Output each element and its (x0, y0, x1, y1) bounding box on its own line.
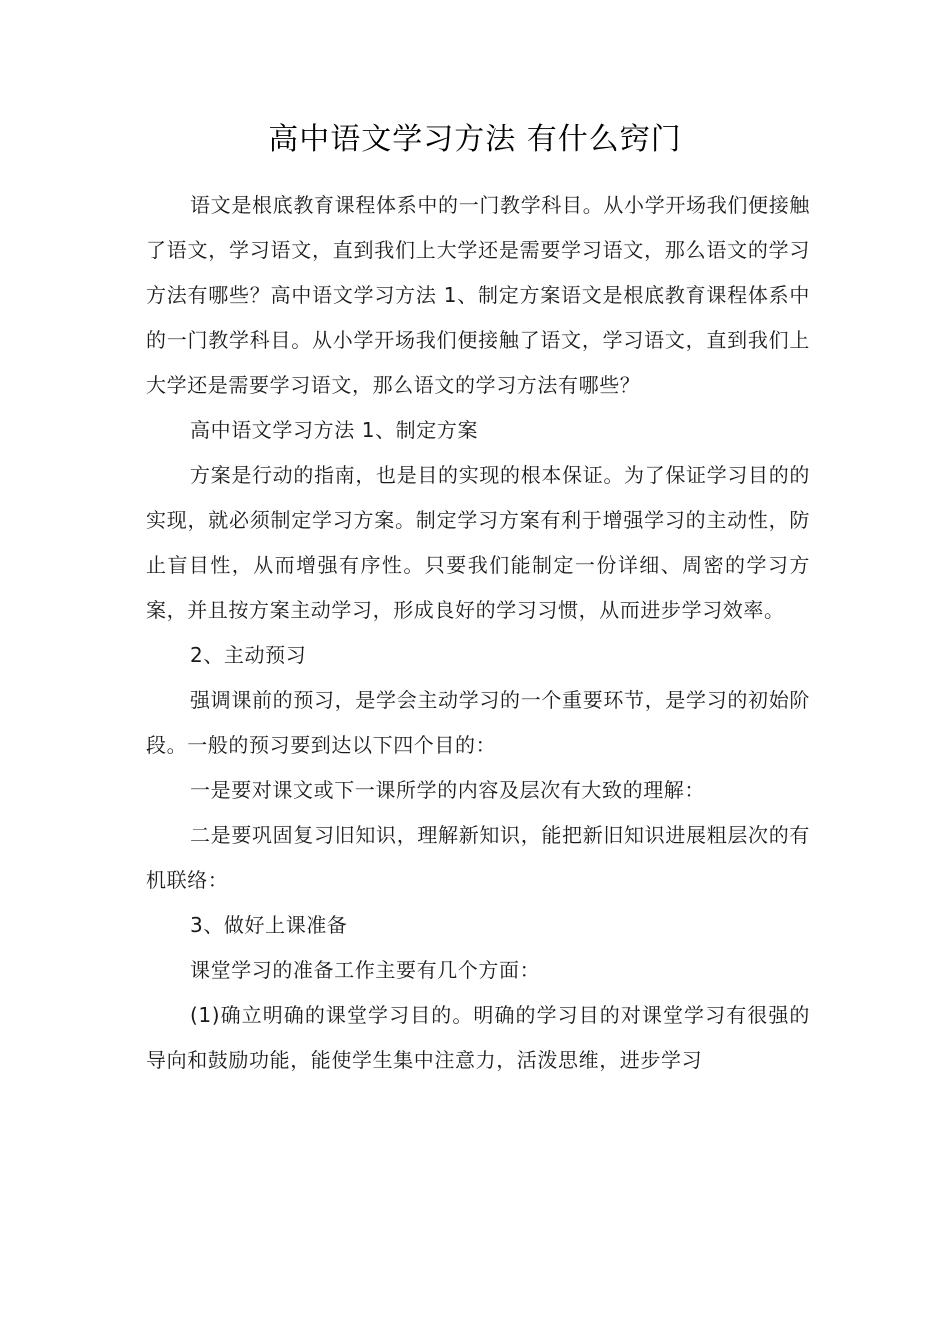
paragraph-plan: 方案是行动的指南，也是目的实现的根本保证。为了保证学习目的的实现，就必须制定学习方案。制定学习方案有利于增强学习的主动性，防止盲目性，从而增强有序性。只要我们能制定一份详细、周密的学习方案，并且按方案主动学习，形成良好的学习习惯，从而进步学习效率。 (146, 463, 810, 622)
paragraph-class-prep: 课堂学习的准备工作主要有几个方面： (190, 958, 541, 982)
paragraph-heading-3: 3、做好上课准备 (190, 913, 348, 937)
paragraph-goal-2: 二是要巩固复习旧知识，理解新知识，能把新旧知识进展粗层次的有机联络： (146, 823, 810, 892)
paragraph-preview: 强调课前的预习，是学会主动学习的一个重要环节，是学习的初始阶段。一般的预习要到达以下四个目的： (146, 688, 810, 757)
paragraph-intro: 语文是根底教育课程体系中的一门教学科目。从小学开场我们便接触了语文，学习语文，直到我们上大学还是需要学习语文，那么语文的学习方法有哪些？高中语文学习方法 1、制定方案语文是根底教育课程体系中的一门教学科目。从小学开场我们便接触了语文，学习语文，直到我们上大学还是需要学习语文，那么语文的学习方法有哪些？ (146, 193, 810, 397)
document-title: 高中语文学习方法 有什么窍门 (268, 122, 682, 157)
paragraph-heading-1: 高中语文学习方法 1、制定方案 (190, 418, 479, 442)
paragraph-class-goal: (1)确立明确的课堂学习目的。明确的学习目的对课堂学习有很强的导向和鼓励功能，能使学生集中注意力，活泼思维，进步学习 (146, 1003, 810, 1072)
paragraph-heading-2: 2、主动预习 (190, 643, 307, 667)
paragraph-goal-1: 一是要对课文或下一课所学的内容及层次有大致的理解： (190, 778, 705, 802)
document-body (146, 183, 810, 1083)
